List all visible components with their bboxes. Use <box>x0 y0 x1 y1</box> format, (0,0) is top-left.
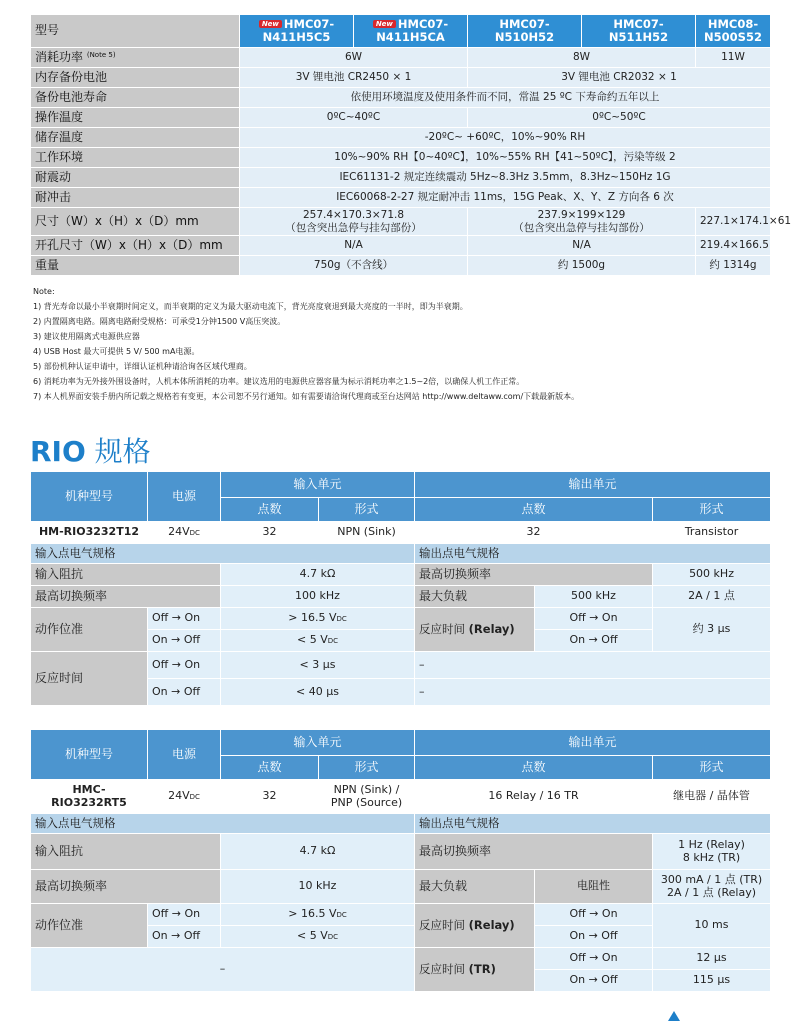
input-unit-header: 输入单元 <box>221 472 415 498</box>
output-unit-header: 输出单元 <box>415 730 771 756</box>
storage-temp-label: 储存温度 <box>31 128 240 148</box>
in-resp-off-on: Off → On <box>148 652 221 679</box>
resp-relay-value: 10 ms <box>653 904 771 948</box>
input-points-value: 32 <box>221 522 319 544</box>
rio2-spec-section-row <box>31 814 771 834</box>
output-empty-dash-1: – <box>415 652 771 679</box>
resp-tr-off-on: Off → On <box>535 948 653 970</box>
output-points-value: 32 <box>415 522 653 544</box>
note-item: 3) 建议使用隔离式电源供应器 <box>33 332 140 341</box>
resp-relay-value: 约 3 μs <box>653 608 771 652</box>
action-on-off-value: < 5 VDC <box>221 630 415 652</box>
action-on-off: On → Off <box>148 630 221 652</box>
input-form-value: NPN (Sink) <box>319 522 415 544</box>
input-impedance-label: 输入阻抗 <box>31 564 221 586</box>
power-value-3: 11W <box>696 48 771 68</box>
action-off-on-value: > 16.5 VDC <box>221 608 415 630</box>
model-header-4: HMC07- N511H52 <box>582 15 696 48</box>
resp-relay-on-off: On → Off <box>535 630 653 652</box>
rio2-freq-row <box>31 870 771 904</box>
env-value: 10%~90% RH【0~40ºC】，10%~55% RH【41~50ºC】，污染等级 2 <box>240 148 771 168</box>
resp-tr-off-on-value: 12 μs <box>653 948 771 970</box>
input-form-header: 形式 <box>319 756 415 780</box>
rio2-model-row <box>31 780 771 814</box>
output-freq-value: 500 kHz <box>653 564 771 586</box>
in-resp-on-off: On → Off <box>148 679 221 706</box>
input-points-header: 点数 <box>221 498 319 522</box>
output-points-value: 16 Relay / 16 TR <box>415 780 653 814</box>
shock-value: IEC60068-2-27 规定耐冲击 11ms，15G Peak、X、Y、Z 方向各 6 次 <box>240 188 771 208</box>
rio2-tr-row-1 <box>31 948 771 970</box>
input-impedance-value: 4.7 kΩ <box>221 834 415 870</box>
cutout-label: 开孔尺寸（W）x（H）x（D）mm <box>31 236 240 256</box>
input-impedance-value: 4.7 kΩ <box>221 564 415 586</box>
input-points-value: 32 <box>221 780 319 814</box>
power-value-1: 6W <box>240 48 468 68</box>
new-badge: New <box>373 20 396 28</box>
hmi-spec-table <box>30 14 792 276</box>
storage-temp-value: -20ºC~ +60ºC，10%~90% RH <box>240 128 771 148</box>
response-time-tr-label: 反应时间 (TR) <box>415 948 535 992</box>
response-time-relay-label: 反应时间 (Relay) <box>415 904 535 948</box>
response-time-relay-label: 反应时间 (Relay) <box>415 608 535 652</box>
action-level-label: 动作位准 <box>31 904 148 948</box>
input-spec-title: 输入点电气规格 <box>31 544 415 564</box>
note-item: 6) 消耗功率为无外接外围设备时，人机本体所消耗的功率。建议选用的电源供应器容量为标示消耗功率之1.5~2倍，以确保人机工作正常。 <box>33 377 525 386</box>
env-label: 工作环境 <box>31 148 240 168</box>
input-freq-value: 100 kHz <box>221 586 415 608</box>
model-header-3: HMC07- N510H52 <box>468 15 582 48</box>
max-load-value-b: 2A / 1 点 <box>653 586 771 608</box>
power-value: 24VDC <box>148 780 221 814</box>
model-header-1: New HMC07- N411H5C5 <box>240 15 354 48</box>
notes-block <box>33 284 773 404</box>
note-item: 5) 部份机种认证申请中，详细认证机种请洽询各区域代理商。 <box>33 362 252 371</box>
model-header: 机种型号 <box>31 472 148 522</box>
output-spec-title: 输出点电气规格 <box>415 544 771 564</box>
output-form-value: Transistor <box>653 522 771 544</box>
in-resp-on-off-value: < 40 μs <box>221 679 415 706</box>
vibration-label: 耐震动 <box>31 168 240 188</box>
spec-row-power <box>31 48 771 68</box>
output-spec-title: 输出点电气规格 <box>415 814 771 834</box>
rio-table-2 <box>30 729 771 992</box>
max-load-label: 最大负载 <box>415 586 535 608</box>
spec-row-backup-battery <box>31 68 771 88</box>
power-header: 电源 <box>148 730 221 780</box>
backup-battery-value-1: 3V 锂电池 CR2450 × 1 <box>240 68 468 88</box>
spec-row-op-temp <box>31 108 771 128</box>
output-form-value: 继电器 / 晶体管 <box>653 780 771 814</box>
output-freq-label: 最高切换频率 <box>415 564 653 586</box>
rio-table-1 <box>30 471 771 706</box>
action-on-off: On → Off <box>148 926 221 948</box>
spec-row-size <box>31 208 771 236</box>
model-header-5: HMC08- N500S52 <box>696 15 771 48</box>
battery-life-label: 备份电池寿命 <box>31 88 240 108</box>
rio1-action-row-1 <box>31 608 771 630</box>
resp-relay-on-off: On → Off <box>535 926 653 948</box>
action-on-off-value: < 5 VDC <box>221 926 415 948</box>
resp-tr-on-off-value: 115 μs <box>653 970 771 992</box>
cutout-value-2: N/A <box>468 236 696 256</box>
input-freq-label: 最高切换频率 <box>31 870 221 904</box>
power-value-2: 8W <box>468 48 696 68</box>
spec-row-environment <box>31 148 771 168</box>
output-points-header: 点数 <box>415 756 653 780</box>
in-resp-off-on-value: < 3 μs <box>221 652 415 679</box>
note-item: 7) 本人机界面安装手册内所记载之规格若有变更，本公司恕不另行通知。如有需要请洽询代理商或至台达网站 http://www.deltaww.com/下载最新版本。 <box>33 392 580 401</box>
note-item: 1) 背光寿命以最小半衰期时间定义，而半衰期的定义为最大驱动电流下，背光亮度衰退到最大亮度的一半时，即为半衰期。 <box>33 302 468 311</box>
rio1-spec-section-row <box>31 544 771 564</box>
action-level-label: 动作位准 <box>31 608 148 652</box>
spec-row-shock <box>31 188 771 208</box>
max-load-value-a: 500 kHz <box>535 586 653 608</box>
max-load-value: 300 mA / 1 点 (TR) 2A / 1 点 (Relay) <box>653 870 771 904</box>
backup-battery-label: 内存备份电池 <box>31 68 240 88</box>
model-header: 机种型号 <box>31 730 148 780</box>
weight-label: 重量 <box>31 256 240 276</box>
op-temp-value-1: 0ºC~40ºC <box>240 108 468 128</box>
spec-row-battery-life <box>31 88 771 108</box>
input-freq-label: 最高切换频率 <box>31 586 221 608</box>
shock-label: 耐冲击 <box>31 188 240 208</box>
action-off-on-value: > 16.5 VDC <box>221 904 415 926</box>
note-heading: Note: <box>33 287 55 296</box>
rio1-resp-row-1 <box>31 652 771 679</box>
output-form-header: 形式 <box>653 498 771 522</box>
model-header-2: New HMC07- N411H5CA <box>354 15 468 48</box>
input-unit-header: 输入单元 <box>221 730 415 756</box>
input-freq-value: 10 kHz <box>221 870 415 904</box>
new-badge: New <box>259 20 282 28</box>
action-off-on: Off → On <box>148 904 221 926</box>
model-header-label: 型号 <box>31 15 240 48</box>
rio1-freq-row <box>31 586 771 608</box>
vibration-value: IEC61131-2 规定连续震动 5Hz~8.3Hz 3.5mm，8.3Hz~150Hz 1G <box>240 168 771 188</box>
weight-value-2: 约 1500g <box>468 256 696 276</box>
cutout-value-1: N/A <box>240 236 468 256</box>
action-off-on: Off → On <box>148 608 221 630</box>
resp-relay-off-on: Off → On <box>535 608 653 630</box>
output-empty-dash-2: – <box>415 679 771 706</box>
input-form-header: 形式 <box>319 498 415 522</box>
power-value: 24VDC <box>148 522 221 544</box>
spec-header-row <box>31 15 771 48</box>
resp-tr-on-off: On → Off <box>535 970 653 992</box>
rio1-model-row <box>31 522 771 544</box>
battery-life-value: 依使用环境温度及使用条件而不同，常温 25 ºC 下寿命约五年以上 <box>240 88 771 108</box>
rio1-impedance-row <box>31 564 771 586</box>
size-label: 尺寸（W）x（H）x（D）mm <box>31 208 240 236</box>
rio2-action-row-1 <box>31 904 771 926</box>
rio2-header-row-1 <box>31 730 771 756</box>
backup-battery-value-2: 3V 锂电池 CR2032 × 1 <box>468 68 771 88</box>
input-impedance-label: 输入阻抗 <box>31 834 221 870</box>
size-value-3: 227.1×174.1×61 <box>696 208 771 236</box>
max-load-type: 电阻性 <box>535 870 653 904</box>
spec-row-storage-temp <box>31 128 771 148</box>
rio2-impedance-row <box>31 834 771 870</box>
rio-section-title: RIO 规格 <box>30 435 151 468</box>
input-response-label: 反应时间 <box>31 652 148 706</box>
op-temp-value-2: 0ºC~50ºC <box>468 108 771 128</box>
resp-relay-off-on: Off → On <box>535 904 653 926</box>
output-freq-value: 1 Hz (Relay) 8 kHz (TR) <box>653 834 771 870</box>
model-name: HMC-RIO3232RT5 <box>31 780 148 814</box>
note-item: 4) USB Host 最大可提供 5 V/ 500 mA电源。 <box>33 347 200 356</box>
output-freq-label: 最高切换频率 <box>415 834 653 870</box>
note-item: 2) 内置隔离电路。隔离电路耐受规格：可承受1分钟1500 V高压突波。 <box>33 317 286 326</box>
size-value-1: 257.4×170.3×71.8 （包含突出急停与挂勾部份） <box>240 208 468 236</box>
power-label: 消耗功率 $^{(Note 5)}$ <box>31 48 240 68</box>
triangle-marker-icon <box>668 1011 680 1021</box>
rio1-header-row-1 <box>31 472 771 498</box>
op-temp-label: 操作温度 <box>31 108 240 128</box>
output-unit-header: 输出单元 <box>415 472 771 498</box>
input-empty-dash: – <box>31 948 415 992</box>
output-points-header: 点数 <box>415 498 653 522</box>
max-load-label: 最大负载 <box>415 870 535 904</box>
size-value-2: 237.9×199×129 （包含突出急停与挂勾部份） <box>468 208 696 236</box>
power-header: 电源 <box>148 472 221 522</box>
output-form-header: 形式 <box>653 756 771 780</box>
input-form-value: NPN (Sink) / PNP (Source) <box>319 780 415 814</box>
model-name: HM-RIO3232T12 <box>31 522 148 544</box>
input-spec-title: 输入点电气规格 <box>31 814 415 834</box>
weight-value-3: 约 1314g <box>696 256 771 276</box>
spec-row-cutout <box>31 236 771 256</box>
input-points-header: 点数 <box>221 756 319 780</box>
cutout-value-3: 219.4×166.5 <box>696 236 771 256</box>
spec-row-weight <box>31 256 771 276</box>
weight-value-1: 750g（不含线） <box>240 256 468 276</box>
spec-row-vibration <box>31 168 771 188</box>
